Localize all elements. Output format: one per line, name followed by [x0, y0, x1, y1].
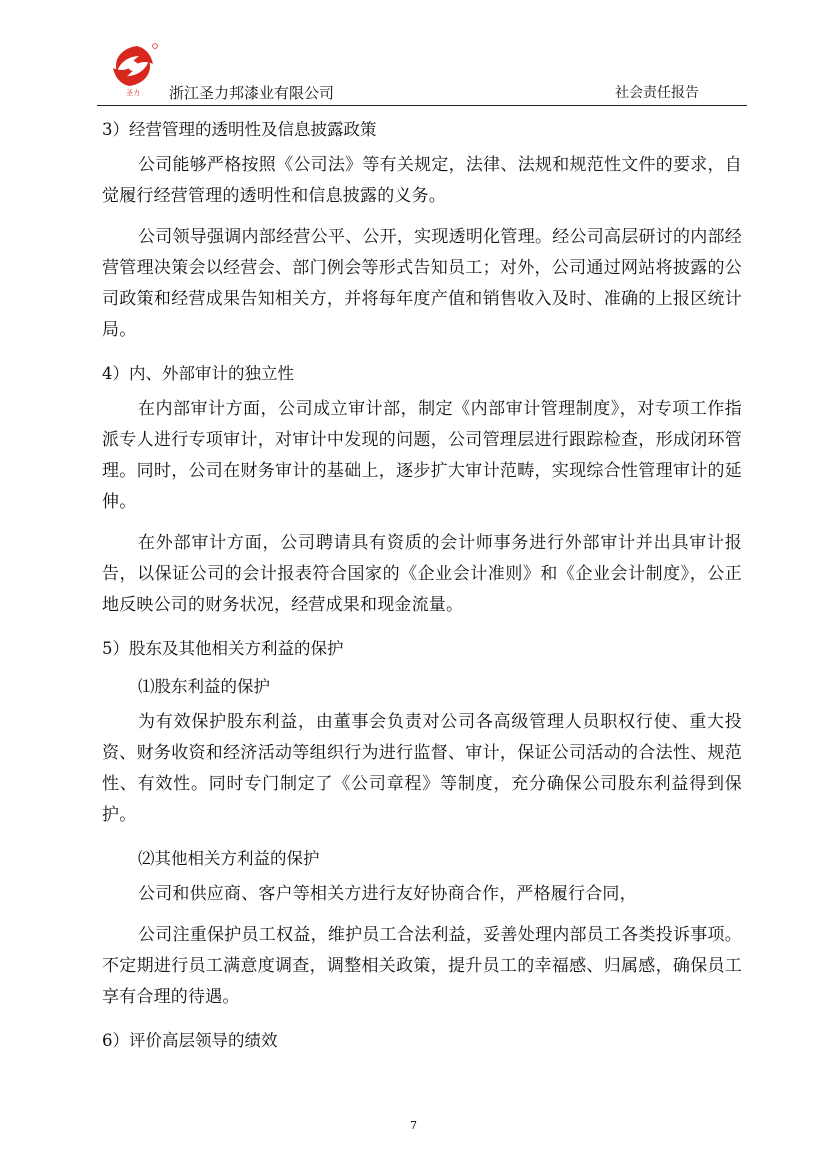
- company-name: 浙江圣力邦漆业有限公司: [169, 84, 335, 102]
- paragraph: 在外部审计方面，公司聘请具有资质的会计师事务进行外部审计并出具审计报告，以保证公司的会计报表符合国家的《企业会计准则》和《企业会计制度》，公正地反映公司的财务状况，经营成果和现金流量。: [102, 533, 742, 615]
- company-logo: [107, 42, 159, 96]
- subsection-heading: ⑴股东利益的保护: [138, 677, 270, 696]
- section-heading-5: 5）股东及其他相关方利益的保护: [102, 639, 344, 658]
- subsection-heading: ⑵其他相关方利益的保护: [138, 849, 320, 868]
- section-heading-4: 4）内、外部审计的独立性: [102, 364, 294, 383]
- paragraph: 为有效保护股东利益，由董事会负责对公司各高级管理人员职权行使、重大投资、财务收资和经济活动等组织行为进行监督、审计，保证公司活动的合法性、规范性、有效性。同时专门制定了《公司章程》等制度，充分确保公司股东利益得到保护。: [102, 712, 742, 825]
- section-heading-3: 3）经营管理的透明性及信息披露政策: [102, 120, 377, 139]
- document-body: [102, 112, 742, 1061]
- paragraph: 公司领导强调内部经营公平、公开，实现透明化管理。经公司高层研讨的内部经营管理决策会以经营会、部门例会等形式告知员工；对外，公司通过网站将披露的公司政策和经营成果告知相关方，并将每年度产值和销售收入及时、准确的上报区统计局。: [102, 227, 742, 340]
- page-number: 7: [410, 1119, 417, 1132]
- section-heading-6: 6）评价高层领导的绩效: [102, 1031, 278, 1050]
- report-title: 社会责任报告: [615, 85, 699, 101]
- paragraph: 在内部审计方面，公司成立审计部，制定《内部审计管理制度》，对专项工作指派专人进行专项审计，对审计中发现的问题，公司管理层进行跟踪检查，形成闭环管理。同时，公司在财务审计的基础上，逐步扩大审计范畴，实现综合性管理审计的延伸。: [102, 399, 742, 512]
- logo-caption: 圣力: [126, 89, 140, 96]
- paragraph: 公司能够严格按照《公司法》等有关规定，法律、法规和规范性文件的要求，自觉履行经营管理的透明性和信息披露的义务。: [102, 155, 742, 206]
- page-header: [97, 40, 747, 106]
- paragraph: 公司和供应商、客户等相关方进行友好协商合作，严格履行合同，: [138, 884, 637, 904]
- paragraph: 公司注重保护员工权益，维护员工合法利益，妥善处理内部员工各类投诉事项。不定期进行员工满意度调查，调整相关政策，提升员工的幸福感、归属感，确保员工享有合理的待遇。: [102, 925, 742, 1007]
- header-rule: [97, 105, 747, 106]
